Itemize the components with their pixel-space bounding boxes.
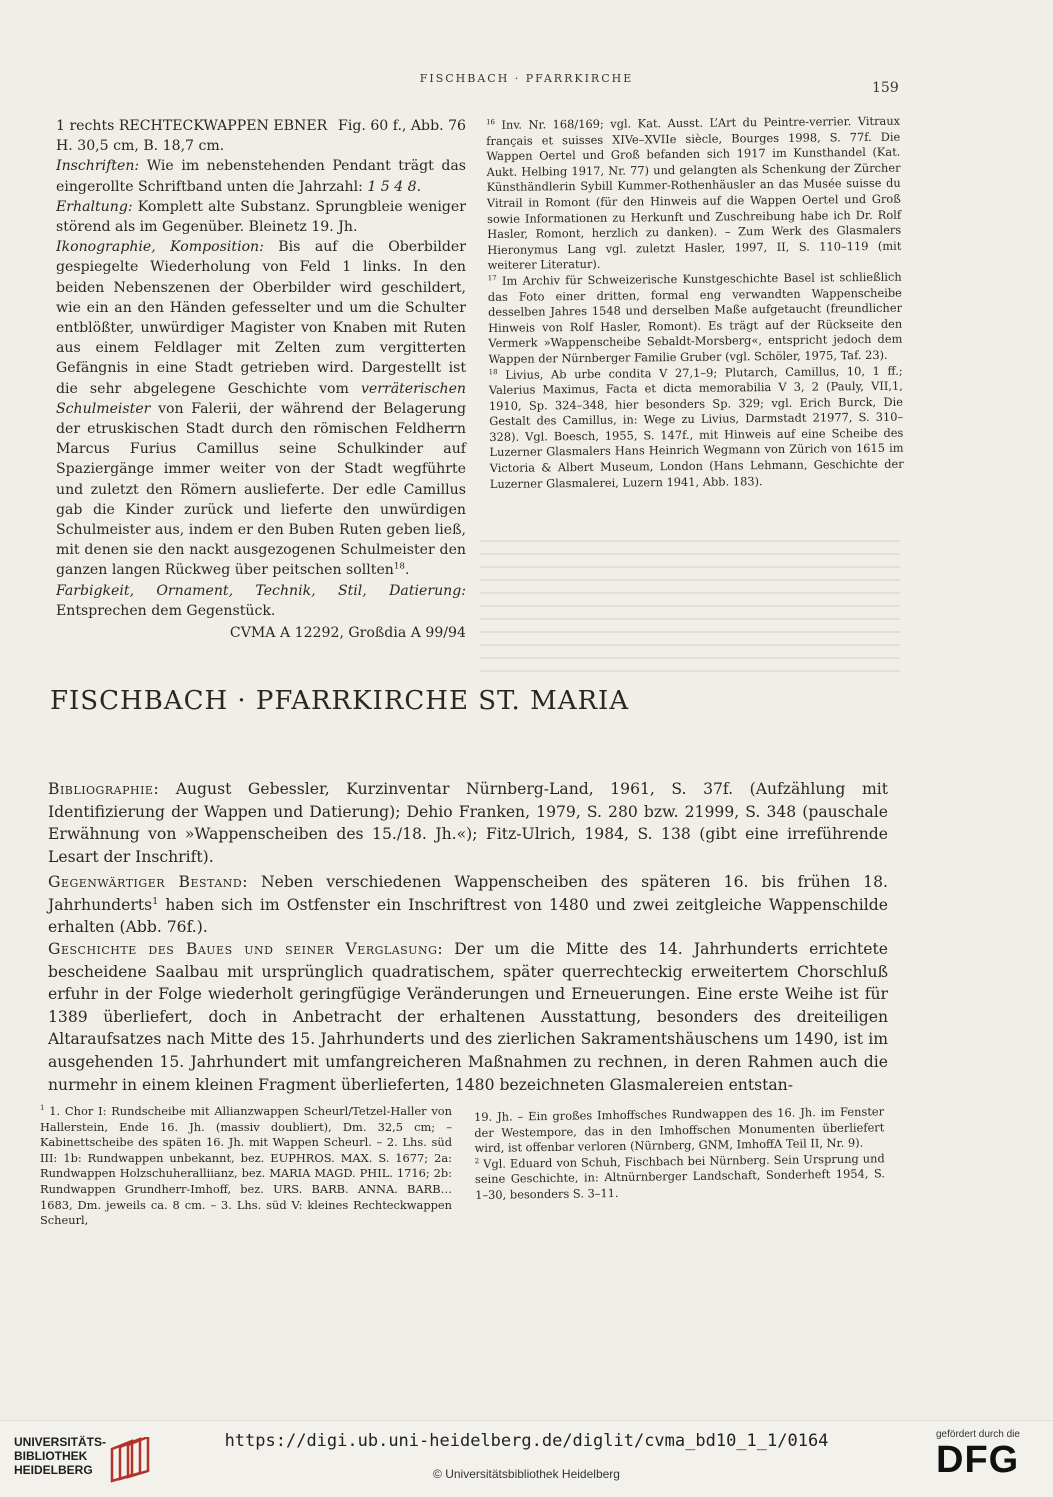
present-stock-paragraph <box>48 871 888 939</box>
footnote-number: 16 <box>485 117 496 127</box>
present-stock-text-2: haben sich im Ostfenster ein Inschriftrest von 1480 und zwei zeitgleiche Wappenschilde erhalten (Abb. 76f.). <box>48 895 888 937</box>
figure-reference: Fig. 60 f., Abb. 76 <box>338 118 466 134</box>
show-through-text <box>480 540 900 690</box>
entry-title: 1 rechts RECHTECKWAPPEN EBNER <box>56 118 328 134</box>
footnote-marker: 18 <box>393 561 405 572</box>
footnote-17 <box>488 270 903 368</box>
footnote-marker: 1 <box>152 895 159 907</box>
footnote-text: Vgl. Eduard von Schuh, Fischbach bei Nürnberg. Sein Ursprung und seine Geschichte, in: Altnürnberger Landschaft, Sonderheft 1954, S. 1–30, besonders S. 3–11. <box>474 1151 886 1202</box>
footnote-number: 18 <box>488 366 498 376</box>
present-stock-text: Neben verschiedenen Wappenscheiben des späteren 16. bis frühen 18. Jahrhunderts <box>48 873 888 914</box>
iconography-label: Ikonographie, Komposition: <box>56 239 264 256</box>
footnote-number: 1 <box>40 1103 45 1113</box>
inscriptions-text: Wie im nebenstehenden Pendant trägt das eingerollte Schriftband unten die Jahrzahl: <box>56 158 466 195</box>
coloring-text: Entsprechen dem Gegenstück. <box>56 602 276 619</box>
library-name-line: BIBLIOTHEK <box>14 1449 88 1463</box>
iconography-text: Bis auf die Oberbilder gespiegelte Wiederholung von Feld 1 links. In den beiden Nebenszenen der Oberbilder wird geschildert, wie ein an den Händen gefesselter und um die Schulter entblößter, unwürdiger Magister von Knaben mit Ruten aus einem Feldlager mit Zelten zum vergitterten Gefängnis in eine Stadt getrieben wird. Dargestellt ist die sehr abgelegene Geschichte vom <box>56 239 467 397</box>
footnote-18 <box>489 363 904 492</box>
coloring-paragraph <box>56 581 466 621</box>
running-head: FISCHBACH · PFARRKIRCHE <box>419 72 634 85</box>
copyright-notice: © Universitätsbibliothek Heidelberg <box>433 1467 620 1481</box>
iconography-paragraph: Ikonographie, Komposition: Bis auf die Oberbilder gespiegelte Wiederholung von Feld 1 links. In den beiden Nebenszenen der Oberbilder wird geschildert, wie ein an den Händen gefesselter und um die Schulter entblößter, unwürdiger Magister von Knaben mit Ruten aus einem Feldlager mit Zelten zum vergitterten Gefängnis in eine Stadt getrieben wird. Dargestellt ist die sehr abgelegene Geschichte vom verräterischen Schulmeister von Falerii, der während der Belagerung der etruskischen Stadt durch den römischen Feldherrn Marcus Furius Camillus seine Schulkinder auf Spaziergänge immer weiter von der Stadt wegführte und zuletzt den Römern auslieferte. Der edle Camillus gab die Kinder zurück und lieferte den unwürdigen Schulmeister aus, indem er den Buben Ruten geben ließ, mit denen sie den nackt ausgezogenen Schulmeister den ganzen langen Rückweg über peitschen sollten$^{18}$. <box>56 239 467 579</box>
preservation-paragraph <box>56 197 466 237</box>
history-label: Geschichte des Baues und seiner Verglasung: <box>48 940 444 958</box>
iconography-text-2: von Falerii, der während der Belagerung der etruskischen Stadt durch den römischen Feldherrn Marcus Furius Camillus seine Schulkinder auf Spaziergänge immer weiter von der Stadt wegführte und zuletzt den Römern auslieferte. Der edle Camillus gab die Kinder zurück und lieferte den unwürdigen Schulmeister aus, indem er den Buben Ruten geben ließ, mit denen sie den nackt ausgezogenen Schulmeister den ganzen langen Rückweg über peitschen sollten <box>56 400 466 579</box>
footnote-1-continuation: 19. Jh. – Ein großes Imhoffsches Rundwappen des 16. Jh. im Fenster der Westempore, das in den Imhoffschen Monumenten überliefert wird, ist offenbar verloren (Nürnberg, GNM, ImhoffA Teil II, Nr. 9). <box>474 1104 885 1156</box>
footnote-text: Im Archiv für Schweizerische Kunstgeschichte Basel ist schließlich das Foto einer dritten, formal eng verwandten Wappenscheibe desselben Jahres 1548 und derselben Maße aufgetaucht (freundlicher Hinweis von Rolf Hasler, Romont). Es trägt auf der Rückseite den Vermerk »Wappenscheibe Sebaldt-Morsberg«, entspricht jedoch dem Wappen der Nürnberger Familie Gruber (vgl. Schöler, 1975, Taf. 23). <box>487 269 903 366</box>
inscriptions-paragraph: Inschriften: Wie im nebenstehenden Pendant trägt das eingerollte Schriftband unten die Jahrzahl: 1 5 4 8. <box>56 158 466 195</box>
dfg-logo[interactable] <box>936 1429 1046 1480</box>
cvma-reference: CVMA A 12292, Großdia A 99/94 <box>229 625 466 642</box>
footnote-text: Inv. Nr. 168/169; vgl. Kat. Ausst. L’Art du Peintre-verrier. Vitraux français et suisses XIVe–XVIIe siècle, Bourges 1998, S. 77f. Die Wappen Oertel und Groß befanden sich 1917 im Kunsthandel (Kat. Aukt. Helbing 1917, Nr. 77) und gelangten als Schenkung der Zürcher Künsthändlerin Sybill Kummer-Rothenhäusler an das Musée suisse du Vitrail in Romont (für den Hinweis auf die Wappen Oertel und Groß sowie Informationen zu Herkunft und Zuschreibung habe ich Dr. Rolf Hasler, Romont, herzlich zu danken). – Zum Werk des Glasmalers Hieronymus Lang vgl. zuletzt Hasler, 1997, II, S. 110–119 (mit weiterer Literatur). <box>486 113 902 273</box>
bibliography-paragraph <box>48 778 888 868</box>
entry-heading <box>56 116 466 136</box>
footnotes-column <box>486 114 904 493</box>
history-paragraph <box>48 938 888 1096</box>
footnote-number: 2 <box>474 1155 480 1165</box>
catalog-entry-column <box>56 116 466 643</box>
dfg-wordmark: DFG <box>936 1439 1020 1481</box>
footnote-16 <box>486 114 902 274</box>
footnote-2-block <box>474 1104 885 1203</box>
preservation-text: Komplett alte Substanz. Sprungbleie weniger störend als im Gegenüber. Bleinetz 19. Jh. <box>56 198 466 236</box>
bibliography-text: August Gebessler, Kurzinventar Nürnberg-Land, 1961, S. 37f. (Aufzählung mit Identifizierung der Wappen und Datierung); Dehio Franken, 1979, S. 280 bzw. 21999, S. 348 (pauschale Erwähnung von »Wappenscheiben des 15./18. Jh.«); Fitz-Ulrich, 1984, S. 138 (gibt eine irreführende Lesart der Inschrift). <box>48 780 888 866</box>
present-stock-label: Gegenwärtiger Bestand: <box>48 873 248 891</box>
library-name-line: UNIVERSITÄTS- <box>14 1435 107 1449</box>
footnote-text: Livius, Ab urbe condita V 27,1–9; Plutarch, Camillus, 10, 1 ff.; Valerius Maximus, Facta et dicta memorabilia V 3, 2 (Pauly, VII,1, 1910, Sp. 324–348, hier besonders Sp. 329; vgl. Erich Burck, Die Gestalt des Camillus, in: Wege zu Livius, Darmstadt 21977, S. 310–328). Vgl. Boesch, 1955, S. 147f., mit Hinweis auf eine Scheibe des Luzerner Glasmalers Hans Heinrich Wegmann von Zürich von 1615 im Victoria & Albert Museum, London (Hans Lehmann, Geschichte der Luzerner Glasmalerei, Luzern 1941, Abb. 183). <box>488 363 904 491</box>
page-number: 159 <box>872 80 899 96</box>
inscriptions-label: Inschriften: <box>56 158 140 175</box>
permalink-url[interactable]: https://digi.ub.uni-heidelberg.de/diglit/cvma_bd10_1_1/0164 <box>224 1431 829 1451</box>
footnote-number: 17 <box>487 273 497 283</box>
section-title: FISCHBACH · PFARRKIRCHE ST. MARIA <box>50 686 630 716</box>
viewer-footer <box>0 1420 1053 1497</box>
dimensions: H. 30,5 cm, B. 18,7 cm. <box>56 138 225 155</box>
history-text: Der um die Mitte des 14. Jahrhunderts errichtete bescheidene Saalbau mit ursprünglich quadratischem, später querrechteckig erweitertem Chorschluß erfuhr in der Folge wiederholt geringfügige Veränderungen und Erneuerungen. Eine erste Weihe ist für 1389 überliefert, doch in Anbetracht der erhaltenen Ausstattung, besonders des dreiteiligen Altaraufsatzes nach Mitte des 15. Jahrhunderts und des zierlichen Sakramentshäuschens um 1490, ist im ausgehenden 15. Jahrhundert mit umfangreicheren Maßnahmen zu rechnen, in deren Rahmen auch die nurmehr in einem kleinen Fragment überlieferten, 1480 bezeichneten Glasmalereien entstan- <box>48 940 888 1094</box>
library-name-line: HEIDELBERG <box>14 1463 93 1477</box>
inscriptions-year: 1 5 4 8 <box>367 178 417 195</box>
footnote-1 <box>40 1104 452 1229</box>
preservation-label: Erhaltung: <box>56 198 133 215</box>
iconography-italic: verräterischen Schulmeister <box>56 380 466 417</box>
bibliography-label: Bibliographie: <box>48 780 160 798</box>
funded-by-label: gefördert durch die <box>936 1429 1020 1440</box>
footnote-text: 1. Chor I: Rundscheibe mit Allianzwappen Scheurl/Tetzel-Haller von Hallerstein, Ende 16. Jh. (massiv doubliert), Dm. 32,5 cm; – Kabinettscheibe des späten 16. Jh. mit Wappen Scheurl. – 2. Lhs. süd III: 1b: Rundwappen unbekannt, bez. EUPHROS. MAX. S. 1677; 2a: Rundwappen Holzschuheralliianz, bez. MARIA MAGD. PHIL. 1716; 2b: Rundwappen Grundherr-Imhoff, bez. URS. BARB. ANNA. BARB… 1683, Dm. jeweils ca. 8 cm. – 3. Lhs. süd V: kleines Rechteckwappen Scheurl, <box>40 1104 452 1228</box>
coloring-label: Farbigkeit, Ornament, Technik, Stil, Datierung: <box>56 582 466 599</box>
